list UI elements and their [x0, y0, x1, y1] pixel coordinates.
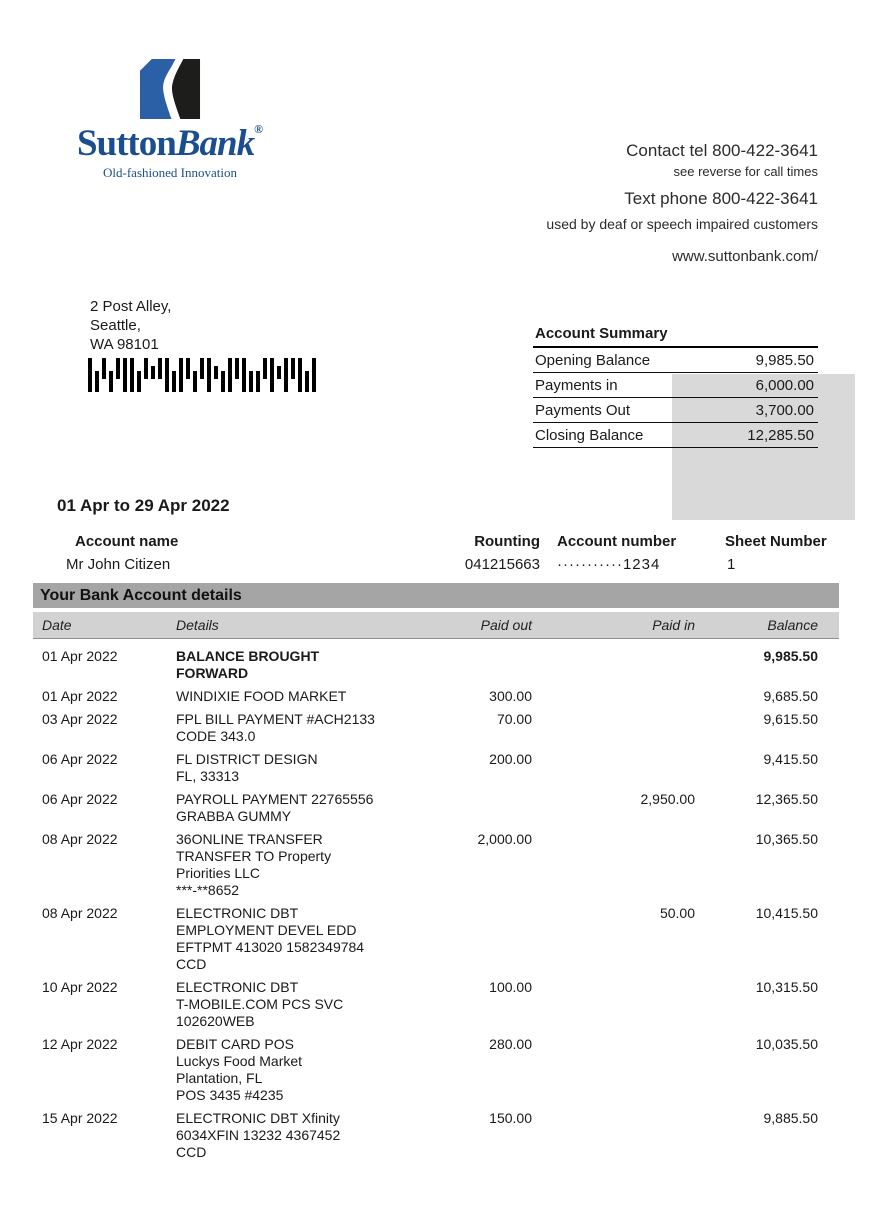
- transaction-details: [176, 791, 486, 825]
- barcode-bar: [179, 358, 183, 392]
- registered-trademark-icon: ®: [254, 122, 264, 136]
- barcode-bar: [312, 358, 316, 392]
- address-line-3: WA 98101: [90, 336, 159, 353]
- bank-name-italic: Bank: [175, 123, 255, 164]
- transaction-detail-line: FORWARD: [176, 665, 249, 681]
- transaction-paid-out: 280.00: [489, 1036, 532, 1052]
- website-link[interactable]: www.suttonbank.com/: [672, 248, 818, 265]
- text-phone-note: used by deaf or speech impaired customers: [546, 216, 818, 232]
- transaction-row: [33, 1110, 839, 1161]
- barcode-bar: [214, 366, 218, 379]
- transaction-detail-line: 6034XFIN 13232 4367452: [176, 1127, 341, 1143]
- transaction-detail-line: CCD: [176, 956, 207, 972]
- account-summary: [533, 325, 818, 448]
- transaction-detail-line: Priorities LLC: [176, 865, 261, 881]
- transaction-date: 08 Apr 2022: [42, 831, 118, 847]
- account-summary-title: Account Summary: [533, 325, 818, 348]
- transaction-date: 03 Apr 2022: [42, 711, 118, 727]
- routing-header: Rounting: [474, 533, 540, 550]
- address-barcode: [88, 358, 319, 392]
- summary-row-payments-out: [533, 398, 818, 423]
- account-name-value: Mr John Citizen: [66, 556, 171, 573]
- transaction-detail-line: EFTPMT 413020 1582349784: [176, 939, 365, 955]
- summary-label: Opening Balance: [535, 352, 651, 369]
- transactions-column-headers: [33, 612, 839, 639]
- transaction-row: [33, 979, 839, 1030]
- transaction-row: [33, 648, 839, 682]
- barcode-bar: [165, 358, 169, 392]
- sutton-bank-logo-icon: [139, 58, 202, 121]
- transaction-balance: 12,365.50: [755, 791, 818, 807]
- transaction-row: [33, 831, 839, 899]
- contact-tel-note: see reverse for call times: [673, 164, 818, 179]
- transaction-balance: 10,035.50: [755, 1036, 818, 1052]
- transaction-detail-line: 102620WEB: [176, 1013, 255, 1029]
- sheet-number-header: Sheet Number: [725, 533, 827, 550]
- barcode-bar: [158, 358, 162, 379]
- barcode-bar: [235, 358, 239, 379]
- sheet-number-value: 1: [727, 556, 736, 573]
- barcode-bar: [207, 358, 211, 392]
- summary-row-closing-balance: [533, 423, 818, 448]
- transaction-balance: 10,315.50: [755, 979, 818, 995]
- transaction-date: 06 Apr 2022: [42, 751, 118, 767]
- transaction-details: [176, 648, 486, 682]
- transaction-date: 01 Apr 2022: [42, 648, 118, 664]
- barcode-bar: [116, 358, 120, 379]
- transaction-detail-line: FL, 33313: [176, 768, 240, 784]
- transaction-balance: 9,615.50: [763, 711, 818, 727]
- account-number-header: Account number: [557, 533, 677, 550]
- transaction-detail-line: CCD: [176, 1144, 207, 1160]
- barcode-bar: [137, 371, 141, 392]
- transaction-paid-out: 300.00: [489, 688, 532, 704]
- barcode-bar: [186, 358, 190, 379]
- barcode-bar: [284, 358, 288, 392]
- routing-value: 041215663: [464, 556, 540, 573]
- address-line-1: 2 Post Alley,: [90, 298, 172, 315]
- text-phone: Text phone 800-422-3641: [624, 189, 818, 208]
- barcode-bar: [109, 371, 113, 392]
- transaction-balance: 10,365.50: [755, 831, 818, 847]
- barcode-bar: [270, 358, 274, 392]
- barcode-bar: [144, 358, 148, 379]
- transaction-detail-line: FL DISTRICT DESIGN: [176, 751, 318, 767]
- transaction-detail-line: Plantation, FL: [176, 1070, 263, 1086]
- account-name-header: Account name: [75, 533, 179, 550]
- transaction-row: [33, 688, 839, 705]
- contact-tel: Contact tel 800-422-3641: [626, 141, 818, 160]
- transaction-paid-out: 100.00: [489, 979, 532, 995]
- transaction-row: [33, 1036, 839, 1104]
- transaction-detail-line: EMPLOYMENT DEVEL EDD: [176, 922, 357, 938]
- barcode-bar: [249, 371, 253, 392]
- transaction-paid-out: 200.00: [489, 751, 532, 767]
- transaction-row: [33, 711, 839, 745]
- bank-logo: [64, 58, 276, 181]
- summary-label: Payments Out: [535, 402, 631, 419]
- barcode-bar: [102, 358, 106, 379]
- transaction-detail-line: CODE 343.0: [176, 728, 256, 744]
- transaction-detail-line: ***-**8652: [176, 882, 240, 898]
- bank-tagline: Old-fashioned Innovation: [103, 164, 237, 180]
- barcode-bar: [95, 371, 99, 392]
- barcode-bar: [151, 366, 155, 379]
- summary-value: 6,000.00: [755, 377, 814, 394]
- transaction-details: [176, 905, 486, 973]
- summary-value: 3,700.00: [755, 402, 814, 419]
- contact-block: [546, 141, 818, 265]
- account-info: [0, 533, 870, 579]
- column-header-date: Date: [42, 617, 72, 633]
- summary-row-opening-balance: [533, 348, 818, 373]
- barcode-bar: [123, 358, 127, 392]
- transaction-detail-line: FPL BILL PAYMENT #ACH2133: [176, 711, 375, 727]
- barcode-bar: [193, 371, 197, 392]
- transaction-row: [33, 791, 839, 825]
- transaction-detail-line: POS 3435 #4235: [176, 1087, 284, 1103]
- barcode-bar: [130, 358, 134, 392]
- bank-name-regular: Sutton: [76, 123, 176, 164]
- summary-row-payments-in: [533, 373, 818, 398]
- bank-name: [64, 123, 276, 164]
- barcode-bar: [172, 371, 176, 392]
- transaction-detail-line: GRABBA GUMMY: [176, 808, 292, 824]
- barcode-bar: [263, 358, 267, 379]
- barcode-bar: [221, 371, 225, 392]
- transaction-paid-out: 150.00: [489, 1110, 532, 1126]
- transaction-paid-out: 2,000.00: [477, 831, 532, 847]
- transactions-body: [33, 648, 839, 1167]
- barcode-bar: [228, 358, 232, 392]
- transaction-detail-line: DEBIT CARD POS: [176, 1036, 294, 1052]
- account-number-value: ···········1234: [557, 556, 661, 573]
- transaction-detail-line: WINDIXIE FOOD MARKET: [176, 688, 347, 704]
- transaction-detail-line: T-MOBILE.COM PCS SVC: [176, 996, 344, 1012]
- transaction-date: 06 Apr 2022: [42, 791, 118, 807]
- transaction-date: 01 Apr 2022: [42, 688, 118, 704]
- barcode-bar: [277, 366, 281, 379]
- statement-period: 01 Apr to 29 Apr 2022: [57, 496, 230, 515]
- barcode-bar: [242, 358, 246, 392]
- barcode-bar: [88, 358, 92, 392]
- transaction-row: [33, 751, 839, 785]
- transaction-date: 12 Apr 2022: [42, 1036, 118, 1052]
- transaction-balance: 9,985.50: [763, 648, 818, 664]
- barcode-bar: [200, 358, 204, 379]
- column-header-details: Details: [176, 617, 219, 633]
- transaction-detail-line: ELECTRONIC DBT: [176, 905, 299, 921]
- barcode-bar: [305, 371, 309, 392]
- column-header-balance: Balance: [767, 617, 818, 633]
- transaction-detail-line: PAYROLL PAYMENT 22765556: [176, 791, 374, 807]
- column-header-paid-out: Paid out: [480, 617, 532, 633]
- transaction-detail-line: Luckys Food Market: [176, 1053, 303, 1069]
- transaction-detail-line: ELECTRONIC DBT Xfinity: [176, 1110, 340, 1126]
- barcode-bar: [298, 358, 302, 392]
- column-header-paid-in: Paid in: [652, 617, 695, 633]
- summary-label: Closing Balance: [535, 427, 644, 444]
- transaction-balance: 9,415.50: [763, 751, 818, 767]
- summary-value: 9,985.50: [755, 352, 814, 369]
- summary-value: 12,285.50: [747, 427, 814, 444]
- transaction-paid-in: 50.00: [659, 905, 695, 921]
- transaction-detail-line: ELECTRONIC DBT: [176, 979, 299, 995]
- transaction-detail-line: TRANSFER TO Property: [176, 848, 332, 864]
- transaction-date: 15 Apr 2022: [42, 1110, 118, 1126]
- address-line-2: Seattle,: [90, 317, 141, 334]
- transaction-paid-in: 2,950.00: [640, 791, 695, 807]
- transaction-balance: 10,415.50: [755, 905, 818, 921]
- transaction-balance: 9,685.50: [763, 688, 818, 704]
- transaction-date: 10 Apr 2022: [42, 979, 118, 995]
- transaction-detail-line: 36ONLINE TRANSFER: [176, 831, 323, 847]
- transaction-date: 08 Apr 2022: [42, 905, 118, 921]
- transaction-balance: 9,885.50: [763, 1110, 818, 1126]
- transaction-paid-out: 70.00: [496, 711, 532, 727]
- customer-address: [90, 297, 171, 354]
- transaction-detail-line: BALANCE BROUGHT: [176, 648, 320, 664]
- barcode-bar: [291, 358, 295, 379]
- barcode-bar: [256, 371, 260, 392]
- summary-label: Payments in: [535, 377, 618, 394]
- transaction-row: [33, 905, 839, 973]
- details-section-title: Your Bank Account details: [33, 583, 839, 608]
